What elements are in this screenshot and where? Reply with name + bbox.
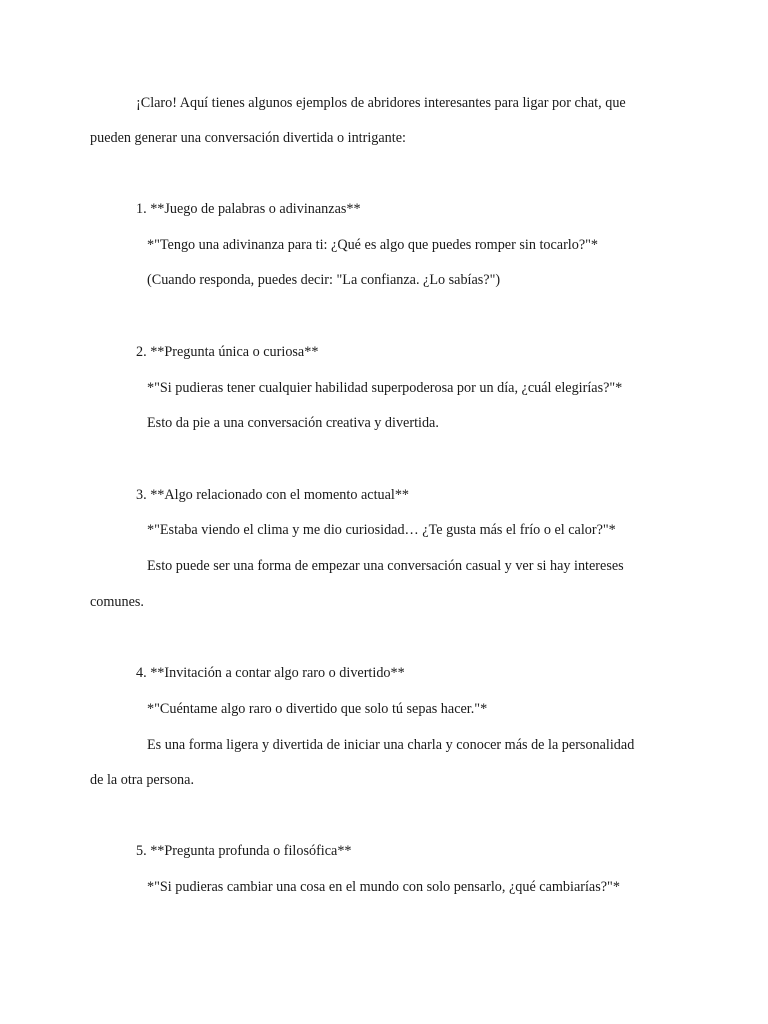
item-1-example: *"Tengo una adivinanza para ti: ¿Qué es algo que puedes romper sin tocarlo?"* (147, 237, 599, 253)
item-1-note: (Cuando responda, puedes decir: "La confianza. ¿Lo sabías?") (147, 272, 501, 288)
item-2-heading: 2. **Pregunta única o curiosa** (136, 344, 319, 360)
item-4-heading: 4. **Invitación a contar algo raro o divertido** (136, 665, 405, 681)
item-3-note: Esto puede ser una forma de empezar una conversación casual y ver si hay intereses (147, 558, 624, 574)
item-2-note: Esto da pie a una conversación creativa y divertida. (147, 415, 439, 431)
item-3-example: *"Estaba viendo el clima y me dio curiosidad… ¿Te gusta más el frío o el calor?"* (147, 522, 616, 538)
item-4-note: Es una forma ligera y divertida de iniciar una charla y conocer más de la personalidad (147, 737, 635, 753)
intro-line-2: pueden generar una conversación divertida o intrigante: (90, 130, 406, 146)
item-3-heading: 3. **Algo relacionado con el momento actual** (136, 487, 410, 503)
item-3-note-cont: comunes. (90, 594, 144, 610)
item-5-heading: 5. **Pregunta profunda o filosófica** (136, 843, 352, 859)
item-2-example: *"Si pudieras tener cualquier habilidad superpoderosa por un día, ¿cuál elegirías?"* (147, 380, 623, 396)
item-4-note-cont: de la otra persona. (90, 772, 194, 788)
item-1-heading: 1. **Juego de palabras o adivinanzas** (136, 201, 361, 217)
item-4-example: *"Cuéntame algo raro o divertido que solo tú sepas hacer."* (147, 701, 488, 717)
intro-line-1: ¡Claro! Aquí tienes algunos ejemplos de abridores interesantes para ligar por chat, que (136, 95, 626, 111)
item-5-example: *"Si pudieras cambiar una cosa en el mundo con solo pensarlo, ¿qué cambiarías?"* (147, 879, 620, 895)
